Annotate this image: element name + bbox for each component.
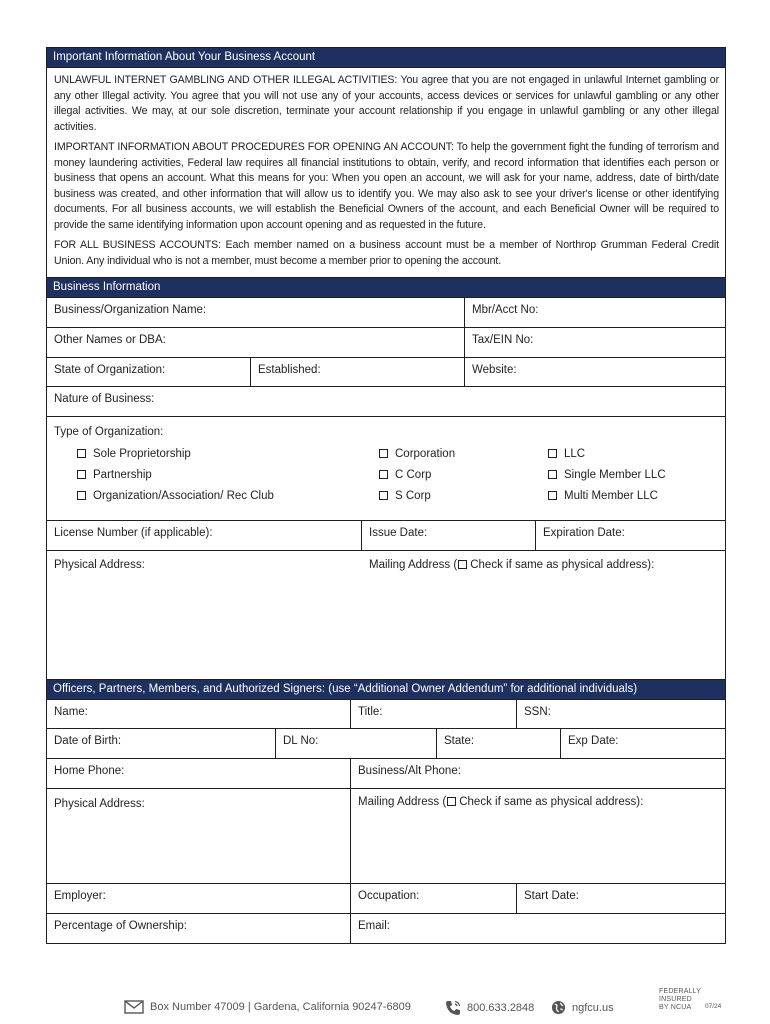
ssn-field[interactable]: SSN: xyxy=(524,706,551,718)
option-corporation[interactable]: Corporation xyxy=(379,446,548,462)
type-of-organization-label: Type of Organization: xyxy=(54,426,164,438)
business-account-form xyxy=(46,47,726,944)
officer-same-address-checkbox-icon[interactable] xyxy=(447,797,456,806)
other-names-row xyxy=(47,328,725,358)
option-c-corp[interactable]: C Corp xyxy=(379,467,548,483)
website-field[interactable]: Website: xyxy=(472,364,517,376)
phone-icon xyxy=(445,1000,461,1016)
same-address-checkbox-icon[interactable] xyxy=(458,560,467,569)
email-field[interactable]: Email: xyxy=(358,920,390,932)
dl-number-field[interactable]: DL No: xyxy=(276,729,437,758)
nature-row xyxy=(47,387,725,417)
org-name-field[interactable]: Business/Organization Name: xyxy=(47,298,465,327)
established-field[interactable]: Established: xyxy=(251,358,465,386)
alt-phone-field[interactable]: Business/Alt Phone: xyxy=(358,765,461,777)
officer-mailing-address-field[interactable]: Mailing Address ( Check if same as physical address): xyxy=(358,796,644,808)
organization-type-options xyxy=(77,446,725,504)
gambling-paragraph: UNLAWFUL INTERNET GAMBLING AND OTHER ILLEGAL ACTIVITIES: You agree that you are not engaged in unlawful Internet gambling or any other Illegal activity. You agree that you will not use any of your accounts, access devices or services for unlawful gambling or any other illegal activities. We may, at our sole discretion, terminate your account relationship if you engage in unlawful gambling or any other illegal activities. xyxy=(54,74,719,133)
officer-physical-address-field[interactable]: Physical Address: xyxy=(47,789,351,883)
tax-ein-field[interactable]: Tax/EIN No: xyxy=(472,334,534,346)
option-organization-association[interactable]: Organization/Association/ Rec Club xyxy=(77,488,379,504)
date-of-birth-field[interactable]: Date of Birth: xyxy=(47,729,276,758)
officer-title-field[interactable]: Title: xyxy=(351,700,517,728)
dob-row xyxy=(47,729,725,759)
checkbox-icon[interactable] xyxy=(548,491,557,500)
employer-row xyxy=(47,884,725,914)
procedures-paragraph: IMPORTANT INFORMATION ABOUT PROCEDURES FOR OPENING AN ACCOUNT: To help the government fight the funding of terrorism and money laundering activities, Federal law requires all financial institutions to obtain, verify, and record information that identifies each person or business that opens an account. What this means for you: When you open an account, we will ask for your name, address, date of birth/date business was created, and other information that will allow us to identify you. We may also ask to see your driver's license or other identifying documents. For all business accounts, we will establish the Beneficial Owners of the account, and each Beneficial Owner will be required to provide the same identifying information upon account opening and as requested in the future. xyxy=(54,141,719,231)
footer xyxy=(0,988,770,1022)
employer-field[interactable]: Employer: xyxy=(47,884,351,913)
ownership-row xyxy=(47,914,725,943)
officers-header: Officers, Partners, Members, and Authorized Signers: (use “Additional Owner Addendum” for additional individuals) xyxy=(47,680,725,700)
checkbox-icon[interactable] xyxy=(77,449,86,458)
membership-paragraph: FOR ALL BUSINESS ACCOUNTS: Each member named on a business account must be a member of Northrop Grumman Federal Credit Union. Any individual who is not a member, must become a member prior to opening the account. xyxy=(54,239,719,267)
issue-date-field[interactable]: Issue Date: xyxy=(362,521,536,550)
org-name-row xyxy=(47,298,725,328)
mbr-acct-field[interactable]: Mbr/Acct No: xyxy=(472,304,539,316)
state-row xyxy=(47,358,725,387)
mailing-address-field[interactable]: Mailing Address ( Check if same as physical address): xyxy=(369,559,655,571)
option-multi-member-llc[interactable]: Multi Member LLC xyxy=(548,488,708,504)
checkbox-icon[interactable] xyxy=(77,491,86,500)
nature-of-business-field[interactable]: Nature of Business: xyxy=(54,393,155,405)
checkbox-icon[interactable] xyxy=(548,470,557,479)
checkbox-icon[interactable] xyxy=(379,470,388,479)
option-llc[interactable]: LLC xyxy=(548,446,708,462)
phone-row xyxy=(47,759,725,789)
physical-address-field[interactable]: Physical Address: xyxy=(54,559,145,571)
option-s-corp[interactable]: S Corp xyxy=(379,488,548,504)
globe-icon xyxy=(551,1000,566,1015)
ncua-badge: FEDERALLY INSURED BY NCUA xyxy=(659,988,702,1011)
footer-phone[interactable]: 800.633.2848 xyxy=(445,1000,534,1016)
type-of-organization-section xyxy=(47,417,725,521)
checkbox-icon[interactable] xyxy=(379,491,388,500)
officer-address-row xyxy=(47,789,725,884)
expiration-date-field[interactable]: Expiration Date: xyxy=(543,527,625,539)
license-number-field[interactable]: License Number (if applicable): xyxy=(47,521,362,550)
revision-date: 07/24 xyxy=(705,1003,722,1010)
important-info-header: Important Information About Your Business Account xyxy=(47,48,725,68)
footer-website[interactable]: ngfcu.us xyxy=(551,1000,614,1015)
license-row xyxy=(47,521,725,551)
state-of-organization-field[interactable]: State of Organization: xyxy=(47,358,251,386)
ownership-percentage-field[interactable]: Percentage of Ownership: xyxy=(47,914,351,943)
dl-state-field[interactable]: State: xyxy=(437,729,561,758)
footer-address: Box Number 47009 | Gardena, California 90247-6809 xyxy=(124,1000,411,1014)
checkbox-icon[interactable] xyxy=(77,470,86,479)
start-date-field[interactable]: Start Date: xyxy=(524,890,579,902)
checkbox-icon[interactable] xyxy=(548,449,557,458)
occupation-field[interactable]: Occupation: xyxy=(351,884,517,913)
officer-name-row xyxy=(47,700,725,729)
home-phone-field[interactable]: Home Phone: xyxy=(47,759,351,788)
dl-exp-date-field[interactable]: Exp Date: xyxy=(568,735,619,747)
checkbox-icon[interactable] xyxy=(379,449,388,458)
officer-name-field[interactable]: Name: xyxy=(47,700,351,728)
address-row xyxy=(47,551,725,680)
business-info-header: Business Information xyxy=(47,278,725,298)
important-info-body xyxy=(47,68,725,278)
other-names-field[interactable]: Other Names or DBA: xyxy=(47,328,465,357)
option-single-member-llc[interactable]: Single Member LLC xyxy=(548,467,708,483)
mail-icon xyxy=(124,1000,144,1014)
option-sole-proprietorship[interactable]: Sole Proprietorship xyxy=(77,446,379,462)
option-partnership[interactable]: Partnership xyxy=(77,467,379,483)
